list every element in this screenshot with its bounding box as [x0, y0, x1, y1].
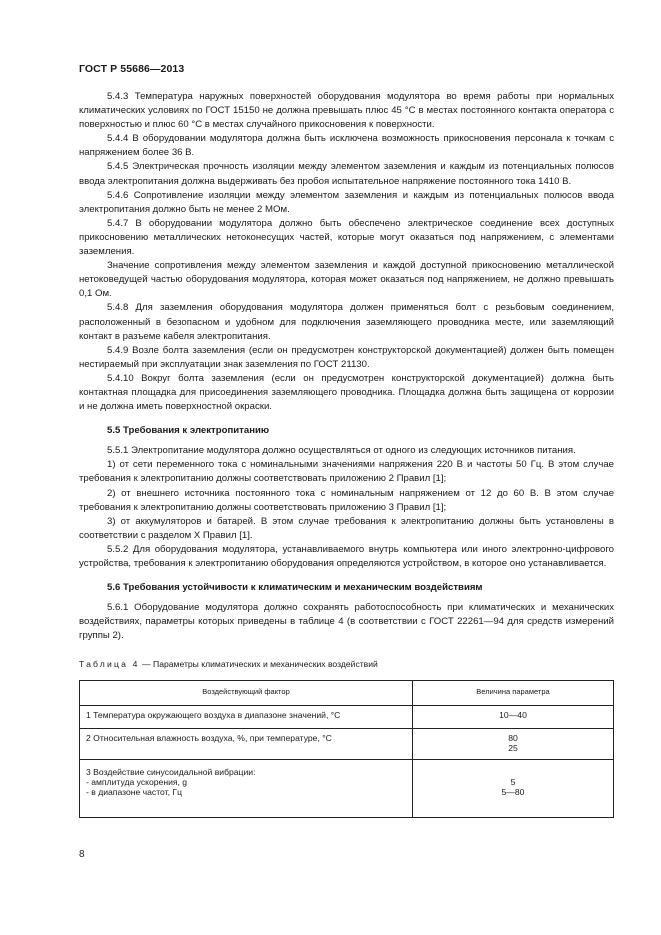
factor-cell	[80, 759, 413, 817]
value-cell	[413, 759, 614, 817]
paragraph-5-4-3: 5.4.3 Температура наружных поверхностей оборудования модулятора во время работы при нормальных климатических условиях по ГОСТ 15150 не должна превышать плюс 45 °С в местах постоянного контакта оператора с поверхностью и плюс 60 °С в местах случайного прикосновения к поверхности.	[79, 91, 614, 131]
paragraph-5-5-1: 5.5.1 Электропитание модулятора должно осуществляться от одного из следующих источников питания.	[107, 445, 576, 457]
paragraph-5-6-1: 5.6.1 Оборудование модулятора должно сохранять работоспособность при климатических и механических воздействиях, параметры которых приведены в таблице 4 (в соответствии с ГОСТ 22261—94 для средств измерений группы 2).	[79, 602, 614, 642]
list-item-2: 2) от внешнего источника постоянного тока с номинальным напряжением от 12 до 60 В. В этом случае требования к электропитанию должны соответствовать приложению 3 Правил [1];	[79, 487, 614, 513]
table-caption-text: — Параметры климатических и механических воздействий	[139, 659, 378, 670]
factor-line: - в диапазоне частот, Гц	[86, 786, 182, 797]
table-caption	[79, 657, 614, 671]
paragraph-5-4-6: 5.4.6 Сопротивление изоляции между элементом заземления и каждым из потенциальных полюсов ввода электропитания должно быть не менее 2 МОм.	[79, 189, 614, 215]
parameters-table	[79, 680, 614, 818]
factor-line: - амплитуда ускорения, g	[86, 776, 188, 787]
page-number: 8	[79, 849, 85, 860]
table-row	[80, 728, 614, 759]
factor-cell	[80, 728, 413, 759]
document-header: ГОСТ Р 55686—2013	[79, 63, 185, 75]
factor-cell	[80, 705, 413, 728]
paragraph-5-4-10: 5.4.10 Вокруг болта заземления (если он предусмотрен конструкторской документацией) должна быть контактная площадка для присоединения заземляющего проводника. Площадка должна быть защищена от коррозии и не должна иметь поверхностной окраски.	[79, 372, 614, 413]
factor-line: 2 Относительная влажность воздуха, %, при температуре, °С	[86, 732, 332, 743]
paragraph-5-4-7: 5.4.7 В оборудовании модулятора должно быть обеспечено электрическое соединение всех доступных прикосновению металлических нетоконесущих частей, которые могут оказаться под напряжением, с элементами заземления.	[79, 217, 614, 258]
value-line: 5	[510, 776, 516, 787]
document-body	[79, 90, 614, 818]
paragraph-5-4-8: 5.4.8 Для заземления оборудования модулятора должен применяться болт с резьбовым соединением, расположенный в безопасном и удобном для подключения заземляющего проводника месте, или заземляющий контакт в разъеме кабеля электропитания.	[79, 302, 614, 342]
table-caption-label: Таблица 4	[79, 659, 140, 670]
paragraph-5-4-5: 5.4.5 Электрическая прочность изоляции между элементом заземления и каждым из потенциальных полюсов ввода электропитания должна выдерживать без пробоя испытательное напряжение постоянного тока 1410 В.	[79, 161, 614, 187]
paragraph-5-4-9: 5.4.9 Возле болта заземления (если он предусмотрен конструкторской документацией) должен быть помещен нестираемый при эксплуатации знак заземления по ГОСТ 21130.	[79, 344, 614, 370]
paragraph-5-4-4: 5.4.4 В оборудовании модулятора должна быть исключена возможность прикосновения персонала к точкам с напряжением более 36 В.	[79, 133, 614, 159]
value-line: 10—40	[499, 709, 527, 720]
list-item-3: 3) от аккумуляторов и батарей. В этом случае требования к электропитанию должны быть установлены в соответствии с разделом X Правил [1].	[79, 515, 614, 541]
table-header-row	[80, 680, 614, 705]
table-row	[80, 759, 614, 817]
paragraph-5-5-2: 5.5.2 Для оборудования модулятора, устанавливаемого внутрь компьютера или иного электронно-цифрового устройства, требования к электропитанию оборудования определяются устройством, в которое оно устанавливается.	[79, 543, 614, 569]
column-header-value: Величина параметра	[413, 680, 614, 705]
paragraph-5-4-7-note: Значение сопротивления между элементом заземления и каждой доступной прикосновению металлической нетоковедущей частью оборудования модулятора, которая может оказаться под напряжением, не должно превышать 0,1 Ом.	[79, 260, 614, 300]
value-line: 25	[508, 742, 518, 753]
column-header-factor: Воздействующий фактор	[80, 680, 413, 705]
value-cell	[413, 705, 614, 728]
list-item-1: 1) от сети переменного тока с номинальными значениями напряжения 220 В и частоты 50 Гц. В этом случае требования к электропитанию должны соответствовать приложению 2 Правил [1];	[79, 459, 614, 485]
section-heading-5-5: 5.5 Требования к электропитанию	[107, 425, 270, 437]
section-heading-5-6: 5.6 Требования устойчивости к климатическим и механическим воздействиям	[107, 582, 483, 594]
factor-line: 1 Температура окружающего воздуха в диапазоне значений, °С	[86, 709, 341, 720]
table-row	[80, 705, 614, 728]
value-line: 5—80	[501, 786, 525, 797]
value-line: 80	[508, 732, 518, 743]
factor-line: 3 Воздействие синусоидальной вибрации:	[86, 766, 256, 777]
value-cell	[413, 728, 614, 759]
